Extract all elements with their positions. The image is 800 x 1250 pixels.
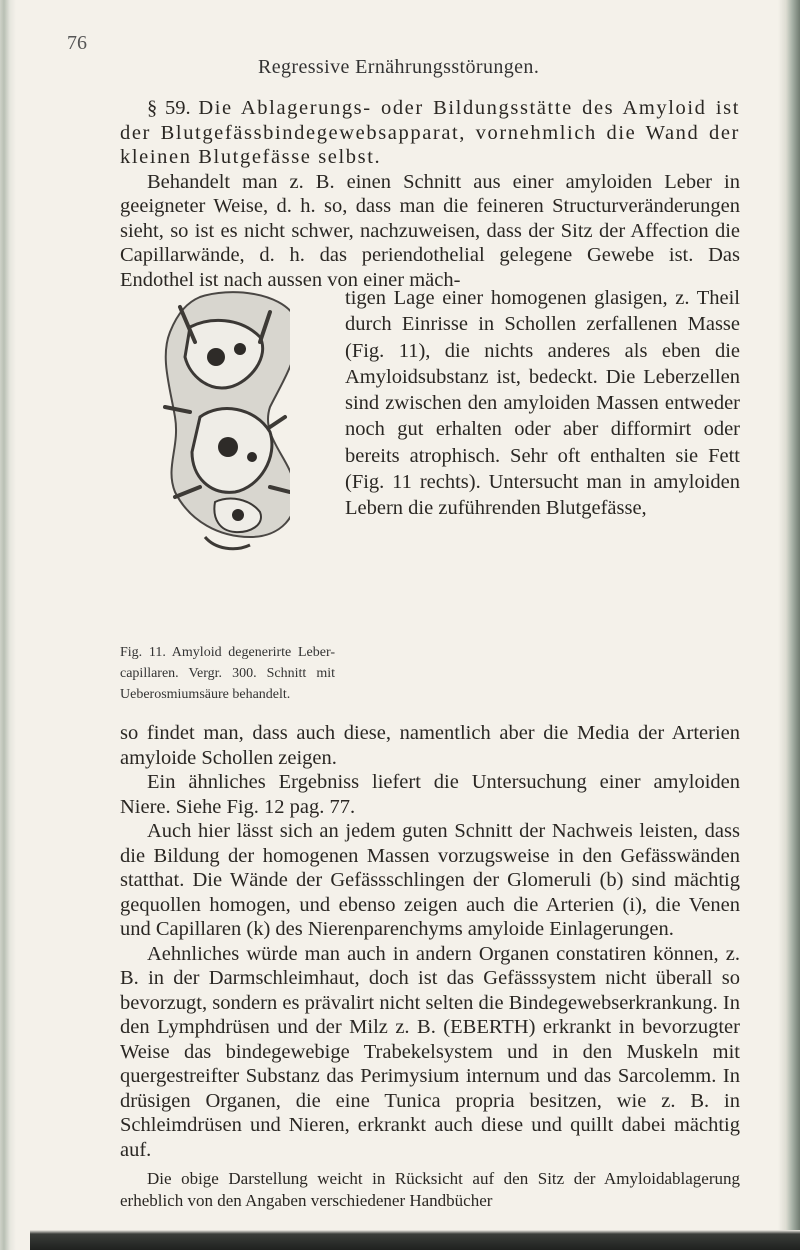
capillary-wall-illustration — [165, 292, 290, 549]
scan-bottom-edge — [30, 1230, 800, 1250]
page-number: 76 — [67, 32, 87, 54]
paragraph-1-end: so findet man, dass auch diese, namentlich aber die Media der Arterien amyloide Schollen zeigen. — [120, 722, 740, 769]
section-heading — [120, 96, 740, 170]
page-edge-left — [0, 0, 16, 1250]
figure-11-illustration — [150, 287, 290, 627]
section-number: § 59. — [147, 97, 191, 119]
figure-caption: Fig. 11. Amyloid degenerirte Leber-capillaren. Vergr. 300. Schnitt mit Ueberosmiumsäure behandelt. — [120, 645, 335, 702]
paragraph-1-wrap — [345, 285, 740, 522]
body-continued — [120, 721, 740, 1212]
section-heading-text: Die Ablagerungs- oder Bildungsstätte des Amyloid ist der Blutgefässbindegewebsapparat, vornehmlich die Wand der kleinen Blutgefässe selbst. — [120, 97, 741, 168]
paragraph-1-wrap-text: tigen Lage einer homogenen glasigen, z. Theil durch Einrisse in Schollen zerfallenen Masse (Fig. 11), die nichts anderes als eben die Amyloidsubstanz ist, bedeckt. Die Leberzellen sind zwischen den amyloiden Massen entweder noch gut erhalten oder aber difformirt oder bereits atrophisch. Sehr oft enthalten sie Fett (Fig. 11 rechts). Untersucht man in amyloiden Lebern die zuführenden Blutgefässe, — [345, 287, 740, 520]
paragraph-4: Aehnliches würde man auch in andern Organen constatiren können, z. B. in der Darmschleimhaut, doch ist das Gefässsystem nicht überall so bevorzugt, sondern es prävalirt nicht selten die Bindegewebserkrankung. In den Lymphdrüsen und der Milz z. B. (EBERTH) erkrankt in bevorzugter Weise das bindegewebige Trabekelsystem und in den Muskeln mit quergestreifter Substanz das Perimysium internum und das Sarcolemm. In drüsigen Organen, die eine Tunica propria besitzen, wie z. B. in Schleimdrüsen und Nieren, erkrankt auch diese und quillt dabei mächtig auf. — [120, 942, 740, 1161]
page-edge-right — [778, 0, 800, 1250]
running-head: Regressive Ernährungsstörungen. — [258, 56, 540, 78]
paragraph-3: Auch hier lässt sich an jedem guten Schnitt der Nachweis leisten, dass die Bildung der homogenen Massen vorzugsweise in den Gefässwänden statthat. Die Wände der Gefässschlingen der Glomeruli (b) sind mächtig gequollen homogen, und ebenso zeigen auch die Arterien (i), die Venen und Capillaren (k) des Nierenparenchyms amyloide Einlagerungen. — [120, 820, 740, 940]
section-intro — [120, 96, 740, 292]
paragraph-1-top: Behandelt man z. B. einen Schnitt aus einer amyloiden Leber in geeigneter Weise, d. h. so, dass man die feineren Structurveränderungen sieht, so ist es nicht schwer, nachzuweisen, dass der Sitz der Affection die Capillarwände, d. h. das periendothelial gelegene Gewebe ist. Das Endothel ist nach aussen von einer mäch- — [120, 170, 740, 291]
liver-capillaries-drawing — [150, 287, 290, 627]
footnote: Die obige Darstellung weicht in Rücksicht auf den Sitz der Amyloidablagerung erheblich von den Angaben verschiedener Handbücher — [120, 1169, 740, 1210]
paragraph-2: Ein ähnliches Ergebniss liefert die Untersuchung einer amyloiden Niere. Siehe Fig. 12 pag. 77. — [120, 771, 740, 818]
